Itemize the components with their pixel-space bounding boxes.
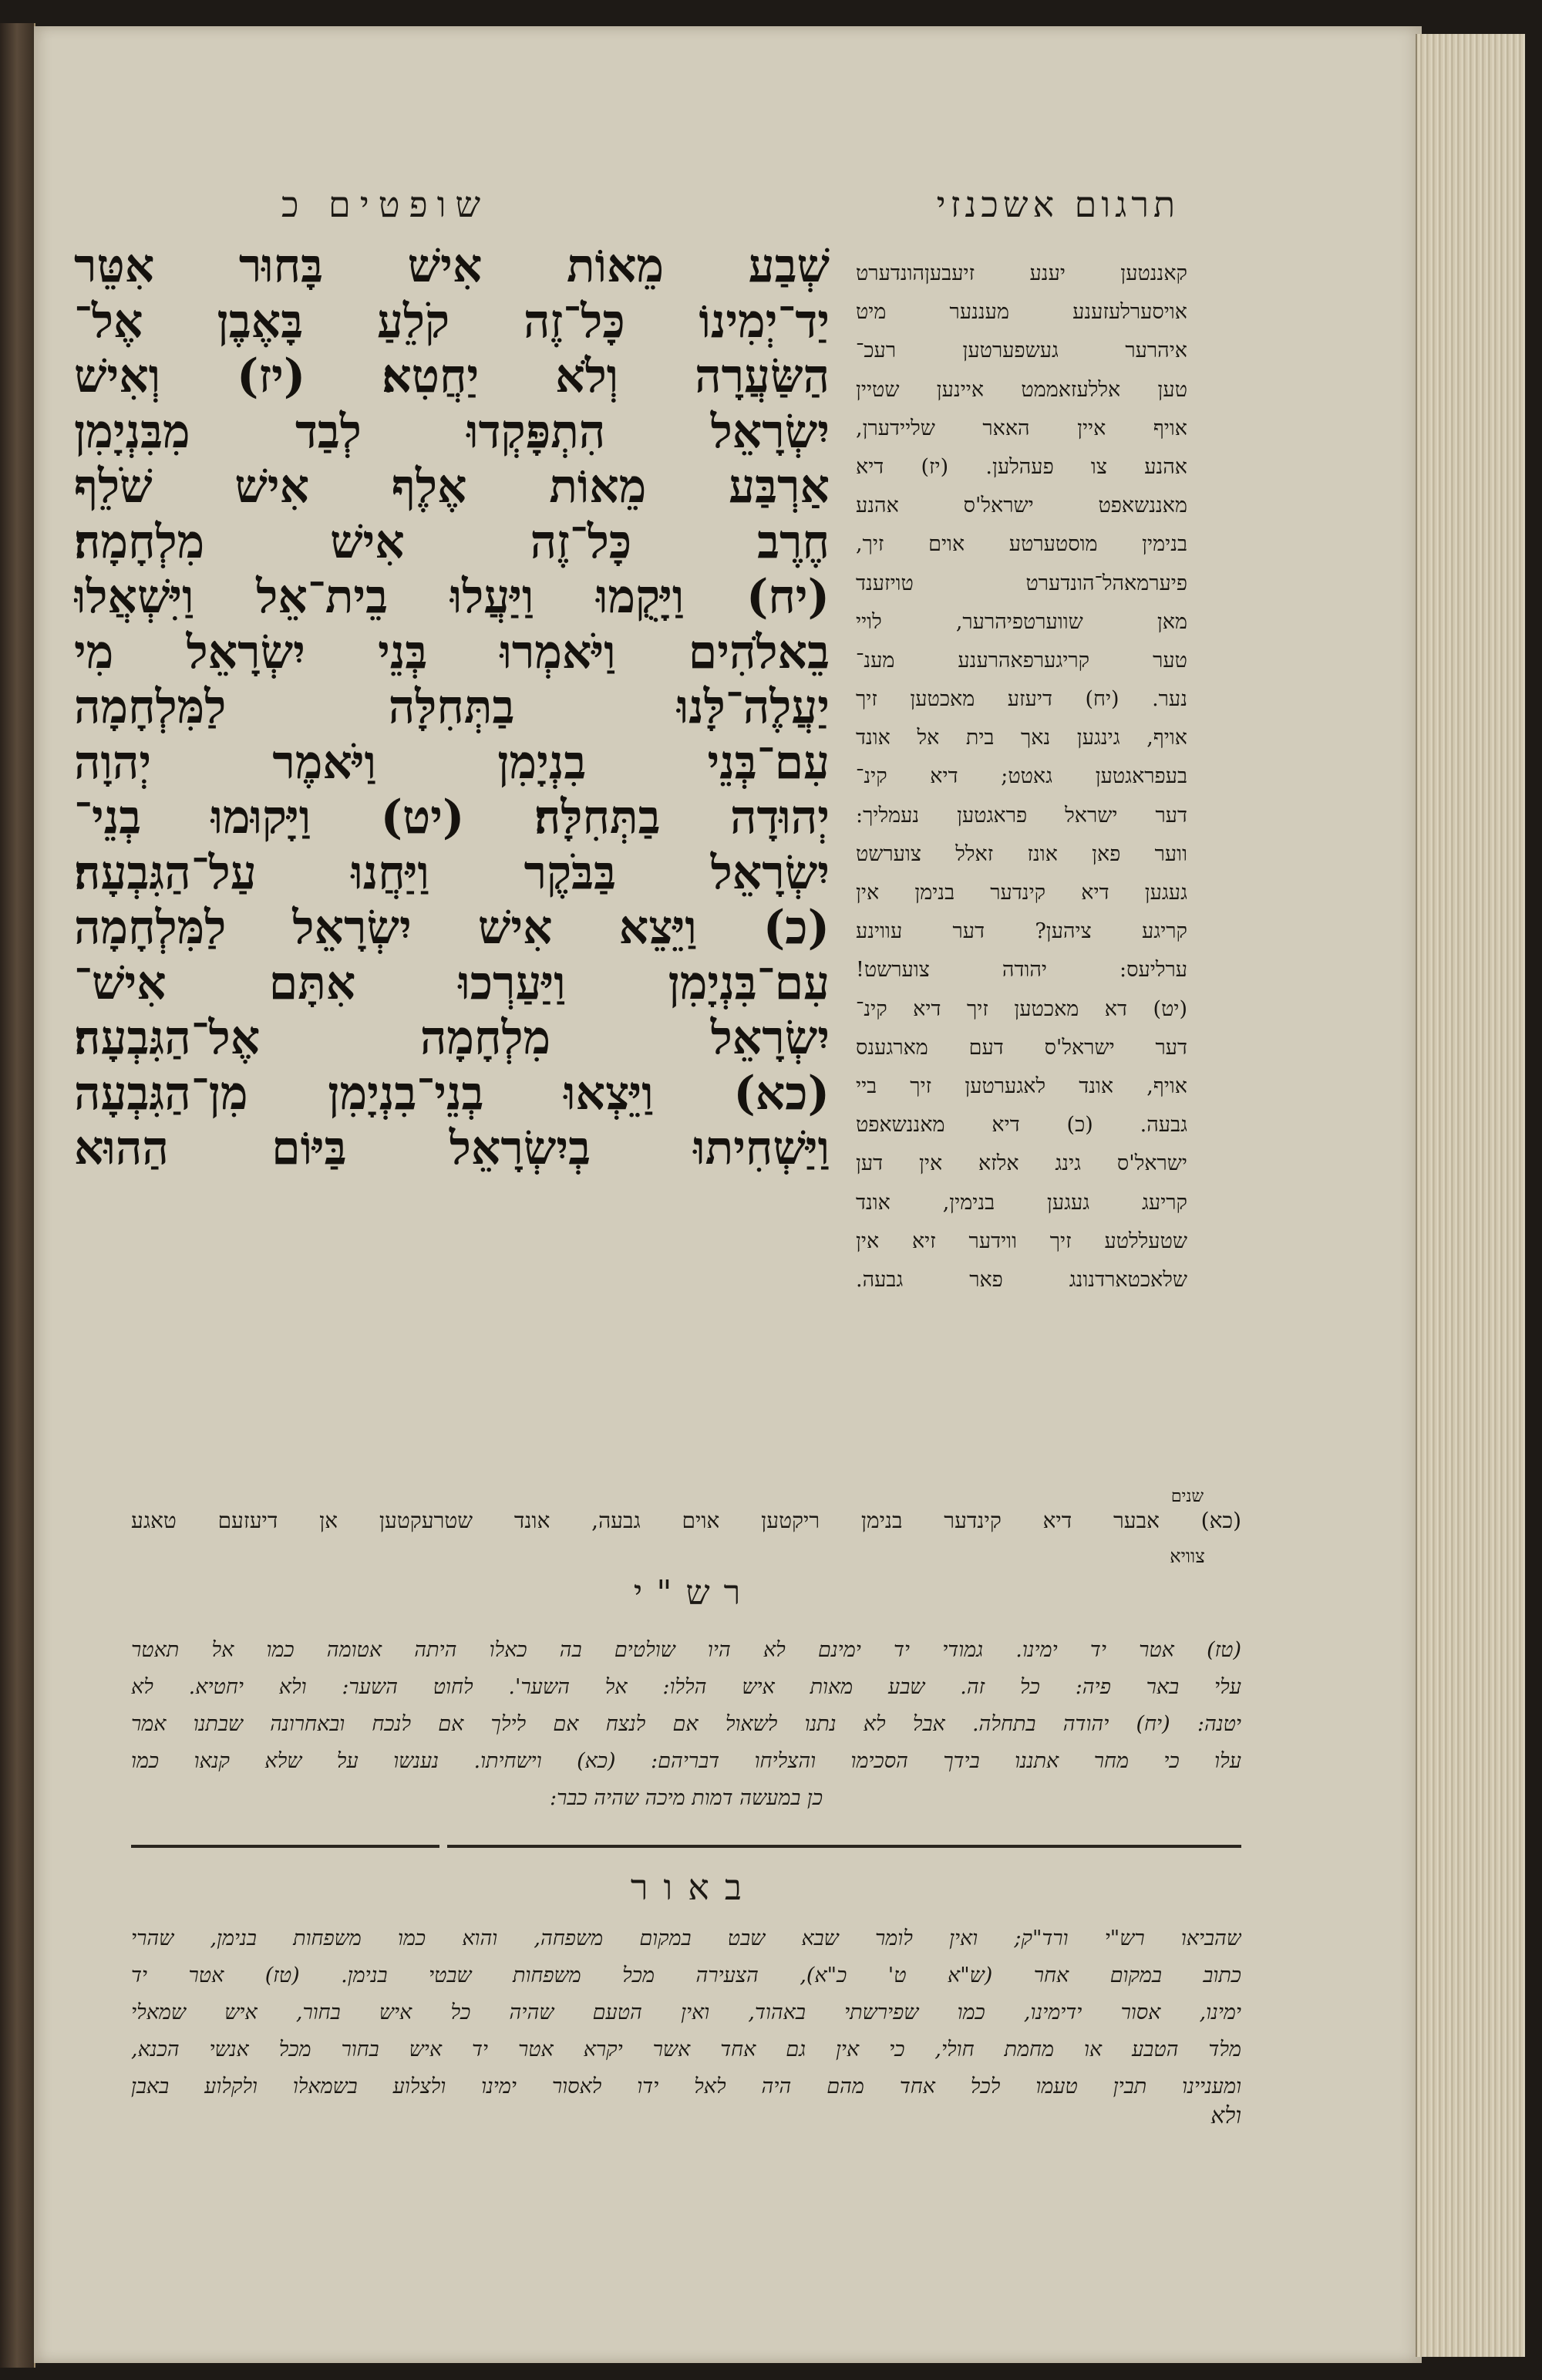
translation-line: אויסערלעזענע מעננער מיט bbox=[856, 300, 1187, 325]
translation-line: (יט) דא מאכטען זיך דיא קינ־ bbox=[856, 996, 1187, 1021]
german-translation-column bbox=[856, 255, 1187, 1481]
translation-continuation-line: (כא) אבער דיא קינדער בנימן ריקטען אוים גבעה, אונד שטרעקטען אן דיעזעם טאגע bbox=[131, 1508, 1241, 1533]
translation-continuation-tail: צוויא bbox=[1170, 1546, 1205, 1567]
biur-line: כתוב במקום אחר (ש"א ט' כ"א), הצעירה מכל משפחות שבטי בנימן. (טז) אטר יד bbox=[131, 1964, 1241, 1987]
translation-line: מאננשאפט ישראל'ס אהנע bbox=[856, 494, 1187, 518]
rashi-line: (טז) אטר יד ימינו. גמודי יד ימינם לא היו שולטים בה כאלו היתה אטומה כמו אל תאטר bbox=[131, 1638, 1241, 1662]
biur-commentary bbox=[131, 1920, 1241, 2105]
interlinear-word: שנים bbox=[1170, 1487, 1204, 1506]
section-divider bbox=[447, 1845, 1241, 1848]
biur-line: מלד הטבע או מחמת חולי, כי אין גם אחד אשר יקרא אטר יד איש בחור מכל אנשי הכנא, bbox=[131, 2038, 1241, 2061]
translation-line: מאן שווערטפיהרער, לויי bbox=[856, 609, 1187, 634]
rashi-line: יטנה: (יח) יהודה בתחלה. אבל לא נתנו לשאול אם לנצח אם לילך אם לנכח ובאחרונה שבתנו אמר bbox=[131, 1712, 1241, 1736]
translation-line: איהרער געשפערטען רעכ־ bbox=[856, 339, 1187, 363]
translation-line: טען אללעזאממט איינען שטיין bbox=[856, 377, 1187, 402]
hebrew-text-column bbox=[74, 239, 830, 1473]
book-spine bbox=[0, 23, 35, 2368]
biur-heading: באור bbox=[630, 1866, 758, 1908]
hebrew-line: עִם־בִּנְיָמִן וַיַּעַרְכוּ אִתָּם אִישׁ־ bbox=[74, 956, 830, 1010]
hebrew-line: חֶרֶב כָּל־זֶה אִישׁ מִלְחָמָה׃ bbox=[74, 514, 830, 569]
translation-line: בנימין מוסטערטע אוים זיך, bbox=[856, 532, 1187, 557]
rashi-line: עלו כי מחר אתננו בידך הסכימו והצליחו דבריהם: (כא) וישחיתו. נענשו על שלא קנאו כמו bbox=[131, 1749, 1241, 1773]
page-edges bbox=[1416, 34, 1525, 2357]
translation-line: דער ישראל'ס דעם מארגענס bbox=[856, 1035, 1187, 1060]
hebrew-line: יְהוּדָה בַתְּחִלָּה׃ (יט) וַיָּקוּמוּ בְנֵי־ bbox=[74, 791, 830, 844]
hebrew-line: יַעֲלֶה־לָּנוּ בַתְּחִלָּה לַמִּלְחָמָה bbox=[74, 680, 830, 734]
hebrew-line: יִשְׂרָאֵל הִתְפָּקְדוּ לְבַד מִבִּנְיָמִן bbox=[74, 404, 830, 459]
translation-line: אויף איין האאר שליידערן, bbox=[856, 416, 1187, 440]
translation-line: אויף, גינגען נאך בית אל אונד bbox=[856, 726, 1187, 750]
translation-line: קאננטען יענע זיעבעןהונדערט bbox=[856, 261, 1187, 285]
rashi-commentary bbox=[131, 1632, 1241, 1817]
hebrew-line: שְׁבַע מֵאוֹת אִישׁ בָּחוּר אִטֵּר bbox=[74, 239, 830, 293]
translation-line: קריגע ציהען? דער עווינע bbox=[856, 919, 1187, 944]
translation-line: אהנע צו פעהלען. (יז) דיא bbox=[856, 454, 1187, 479]
hebrew-line: וַיַּשְׁחִיתוּ בְיִשְׂרָאֵל בַּיּוֹם הַהוּא bbox=[74, 1121, 830, 1175]
translation-line: אויף, אונד לאגערטען זיך ביי bbox=[856, 1074, 1187, 1098]
translation-line: פיערמאהל־הונדערט טויזענד bbox=[856, 571, 1187, 595]
translation-line: נער. (יח) דיעזע מאכטען זיך bbox=[856, 687, 1187, 712]
hebrew-line: יַד־יְמִינוֹ כָּל־זֶה קֹלֵעַ בָּאֶבֶן אֶל־ bbox=[74, 294, 830, 349]
hebrew-line: יִשְׂרָאֵל בַּבֹּקֶר וַיַּחֲנוּ עַל־הַגִּבְעָה׃ bbox=[74, 845, 830, 900]
translation-line: שטעללטע זיך ווידער זיא אין bbox=[856, 1229, 1187, 1253]
biur-line: ימינו, אסור ידימינו, כמו שפירשתי באהוד, ואין הטעם שהיה כל איש בחור, איש שמאלי bbox=[131, 2001, 1241, 2024]
translation-line: טער קריגערפאהרענע מענ־ bbox=[856, 648, 1187, 673]
rashi-line: כן במעשה דמות מיכה שהיה כבר: bbox=[549, 1786, 823, 1810]
hebrew-line: עִם־בְּנֵי בִנְיָמִן וַיֹּאמֶר יְהוָה bbox=[74, 735, 830, 790]
hebrew-line: (יח) וַיָּקֻמוּ וַיַּעֲלוּ בֵית־אֵל וַיִּשְׁאֲלוּ bbox=[74, 570, 830, 624]
hebrew-line: אַרְבַּע מֵאוֹת אֶלֶף אִישׁ שֹׁלֵף bbox=[74, 460, 830, 514]
section-divider bbox=[131, 1845, 439, 1848]
translation-line: בעפראגטען גאטט; דיא קינ־ bbox=[856, 764, 1187, 789]
hebrew-line: (כא) וַיֵּצְאוּ בְנֵי־בִנְיָמִן מִן־הַגִּבְעָה bbox=[74, 1066, 830, 1121]
hebrew-line: בֵאלֹהִים וַיֹּאמְרוּ בְּנֵי יִשְׂרָאֵל מִי bbox=[74, 625, 830, 679]
translation-line: קריעג געגען בנימין, אונד bbox=[856, 1190, 1187, 1215]
running-header-book: שופטים כ bbox=[281, 184, 490, 225]
translation-line: ערליעס: יהודה צוערשט! bbox=[856, 958, 1187, 983]
hebrew-line: הַשַּׂעֲרָה וְלֹא יַחֲטִא׃ (יז) וְאִישׁ bbox=[74, 349, 830, 403]
hebrew-line: (כ) וַיֵּצֵא אִישׁ יִשְׂרָאֵל לַמִּלְחָמָה bbox=[74, 901, 830, 955]
translation-line: געגען דיא קינדער בנימן אין bbox=[856, 881, 1187, 905]
translation-line: ווער פאן אונז זאלל צוערשט bbox=[856, 841, 1187, 866]
translation-line: שלאכטארדנונג פאר גבעה. bbox=[856, 1267, 1187, 1292]
translation-line: דער ישראל פראגטען נעמליך: bbox=[856, 803, 1187, 828]
rashi-line: עלי באר פיה: כל זה. שבע מאות איש הללו: אל השער'. לחוט השער: ולא יחטיא. לא bbox=[131, 1675, 1241, 1699]
translation-line: ישראל'ס גינג אלזא אין דען bbox=[856, 1151, 1187, 1176]
translation-line: גבעה. (כ) דיא מאננשאפט bbox=[856, 1113, 1187, 1138]
rashi-heading: רש"י bbox=[633, 1573, 755, 1613]
hebrew-line: יִשְׂרָאֵל מִלְחָמָה אֶל־הַגִּבְעָה׃ bbox=[74, 1011, 830, 1065]
running-header-translation: תרגום אשכנזי bbox=[936, 184, 1180, 225]
biur-line: שהביאו רש"י ורד"ק; ואין לומר שבא שבט במקום משפחה, והוא כמו משפחות בנימן, שהרי bbox=[131, 1927, 1241, 1950]
catchword: ולא bbox=[1210, 2102, 1241, 2129]
biur-line: ומעניינו תבין טעמו לכל אחד מהם היה לאל ידו לאסור ימינו ולצלוע בשמאלו ולקלוע באבן bbox=[131, 2075, 1241, 2099]
